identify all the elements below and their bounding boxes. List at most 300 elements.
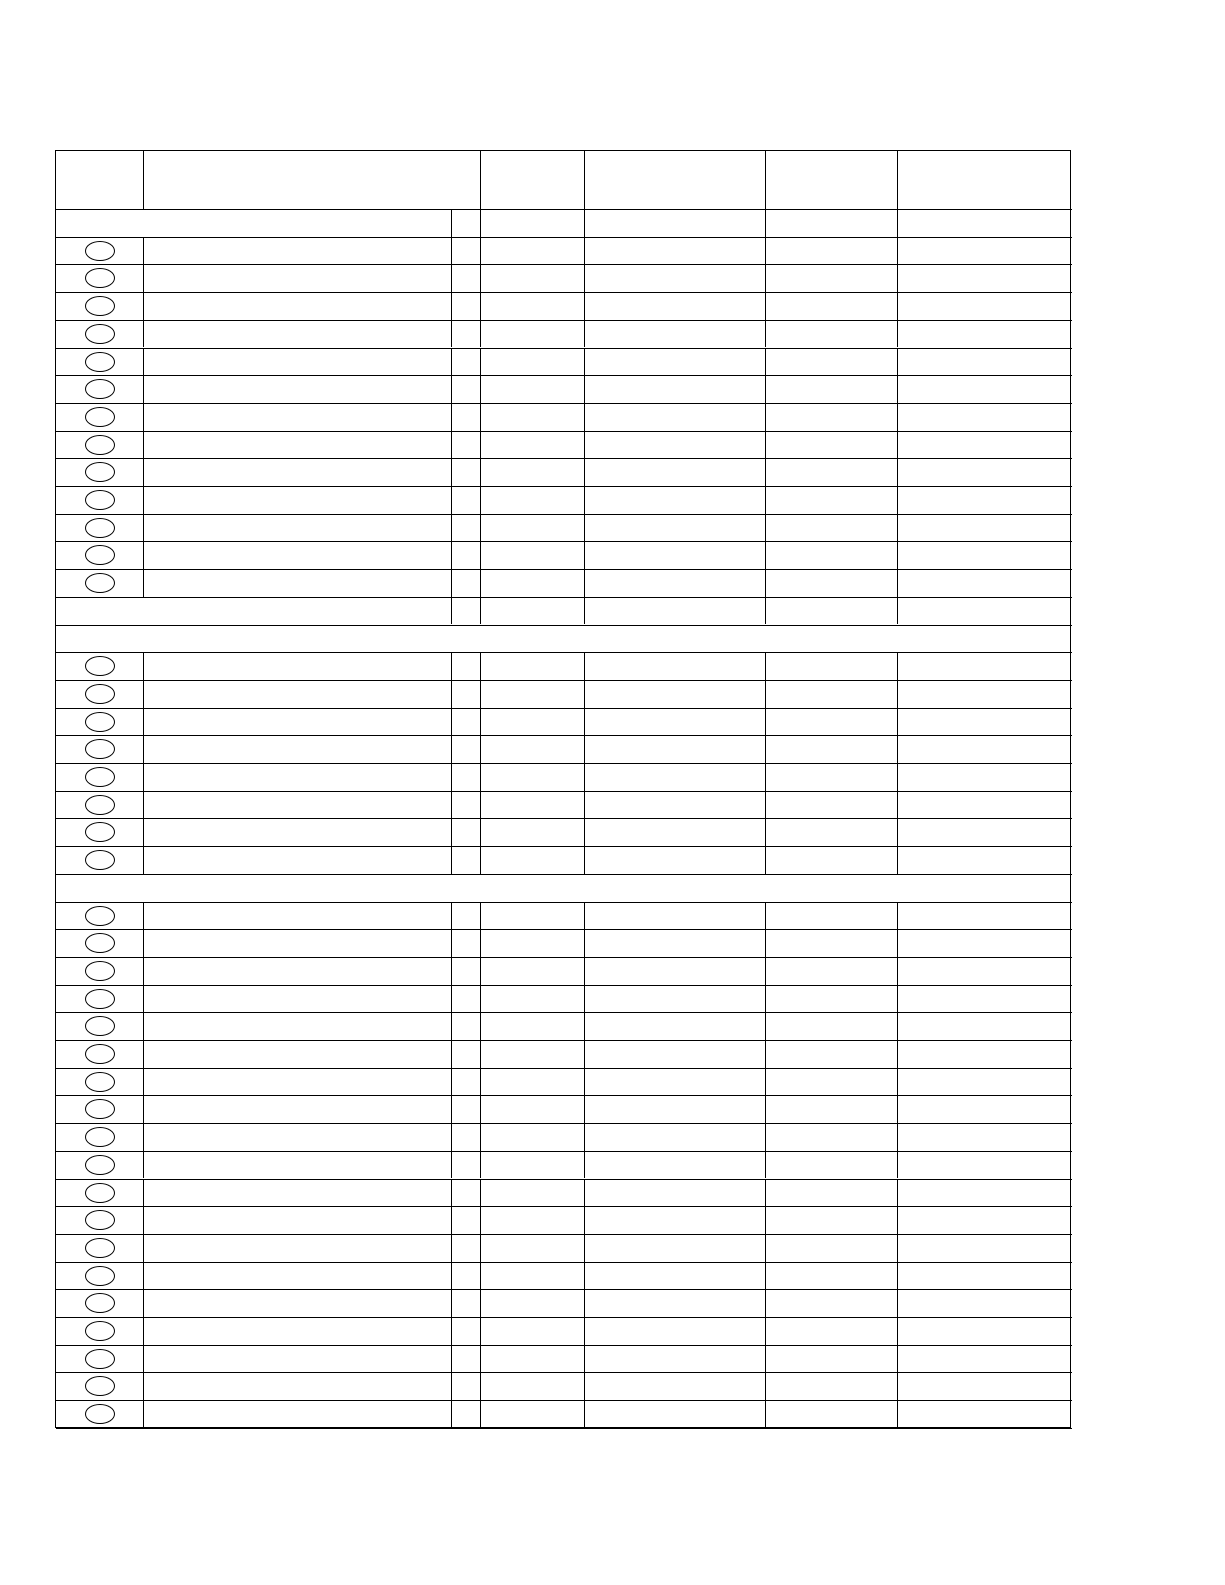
column-divider [897,403,898,431]
blank-form-table [55,150,1071,1428]
column-divider [584,846,585,874]
column-divider [584,902,585,930]
column-divider [451,1095,452,1123]
column-divider [897,264,898,292]
column-divider [897,791,898,819]
column-divider [143,902,144,930]
column-divider [480,680,481,708]
column-divider [765,541,766,569]
column-divider [897,763,898,791]
column-divider [451,652,452,680]
section-3-row-17-circle[interactable] [85,1349,115,1369]
column-divider [765,735,766,763]
column-divider [584,1234,585,1262]
column-divider [451,541,452,569]
column-divider [480,957,481,985]
column-divider [584,458,585,486]
row-divider [56,514,1072,515]
row-divider [56,486,1072,487]
column-divider [143,708,144,736]
column-divider [765,846,766,874]
column-divider [143,791,144,819]
column-divider [480,237,481,265]
row-divider [56,1179,1072,1180]
column-divider [451,1372,452,1400]
column-divider [765,791,766,819]
column-divider [480,431,481,459]
column-divider [897,708,898,736]
section-1-row-3-circle[interactable] [85,296,115,316]
section-2-row-5-circle[interactable] [85,767,115,787]
section-3-row-12-circle[interactable] [85,1210,115,1230]
column-divider [765,264,766,292]
column-divider [143,1040,144,1068]
column-divider [480,1400,481,1428]
column-divider [451,1234,452,1262]
section-3-row-15-circle[interactable] [85,1293,115,1313]
column-divider [451,458,452,486]
column-divider [584,1372,585,1400]
section-2-row-7-circle[interactable] [85,822,115,842]
column-divider [897,1040,898,1068]
column-divider [451,1317,452,1345]
column-divider [897,541,898,569]
column-divider [584,1206,585,1234]
column-divider [480,708,481,736]
column-divider [480,902,481,930]
column-divider [480,1234,481,1262]
section-2-row-2-circle[interactable] [85,684,115,704]
column-divider [897,569,898,597]
row-divider [56,1428,1072,1429]
row-divider [56,541,1072,542]
column-divider [480,985,481,1013]
column-divider [143,320,144,348]
column-divider [897,1123,898,1151]
row-divider [56,735,1072,736]
section-3-row-4-circle[interactable] [85,989,115,1009]
section-1-row-12-circle[interactable] [85,545,115,565]
section-1-row-11-circle[interactable] [85,518,115,538]
column-divider [897,348,898,376]
column-divider [584,763,585,791]
row-divider [56,458,1072,459]
column-divider [480,1206,481,1234]
column-divider [584,1345,585,1373]
row-divider [56,1012,1072,1013]
column-divider [451,680,452,708]
column-divider [897,209,898,237]
column-divider [480,1372,481,1400]
column-divider [480,403,481,431]
row-divider [56,375,1072,376]
column-divider [451,348,452,376]
section-1-row-4-circle[interactable] [85,324,115,344]
column-divider [765,957,766,985]
column-divider [451,1345,452,1373]
column-divider [584,708,585,736]
column-divider [584,264,585,292]
column-divider [765,763,766,791]
column-divider [143,1262,144,1290]
row-divider [56,625,1072,626]
section-1-row-13-circle[interactable] [85,573,115,593]
column-divider [897,514,898,542]
column-divider [584,209,585,237]
column-divider [143,1289,144,1317]
column-divider [765,486,766,514]
column-divider [765,680,766,708]
column-divider [765,209,766,237]
column-divider [584,237,585,265]
row-divider [56,320,1072,321]
column-divider [897,292,898,320]
column-divider [480,1151,481,1179]
row-divider [56,957,1072,958]
column-divider [451,1289,452,1317]
column-divider [451,902,452,930]
column-divider [143,541,144,569]
column-divider [584,1012,585,1040]
column-divider [897,1179,898,1207]
column-divider [451,1012,452,1040]
section-2-row-3-circle[interactable] [85,712,115,732]
column-divider [897,735,898,763]
section-3-row-8-circle[interactable] [85,1099,115,1119]
column-divider [143,1151,144,1179]
column-divider [451,375,452,403]
column-divider [451,929,452,957]
column-divider [765,1123,766,1151]
column-divider [584,1123,585,1151]
column-divider [451,763,452,791]
column-divider [765,348,766,376]
column-divider [897,846,898,874]
section-3-row-19-circle[interactable] [85,1404,115,1424]
column-divider [897,320,898,348]
row-divider [56,1234,1072,1235]
column-divider [480,541,481,569]
column-divider [584,735,585,763]
column-divider [143,1068,144,1096]
column-divider [451,237,452,265]
column-divider [897,957,898,985]
column-divider [897,1068,898,1096]
column-divider [480,209,481,237]
section-3-row-11-circle[interactable] [85,1183,115,1203]
section-2-row-8-circle[interactable] [85,850,115,870]
column-divider [584,652,585,680]
column-divider [765,1317,766,1345]
row-divider [56,431,1072,432]
row-divider [56,1317,1072,1318]
section-3-row-16-circle[interactable] [85,1321,115,1341]
column-divider [584,1179,585,1207]
column-divider [480,1345,481,1373]
column-divider [480,652,481,680]
column-divider [451,1151,452,1179]
row-divider [56,264,1072,265]
section-1-row-8-circle[interactable] [85,435,115,455]
column-divider [480,791,481,819]
column-divider [143,292,144,320]
column-divider [584,680,585,708]
column-divider [765,1206,766,1234]
column-divider [451,1206,452,1234]
column-divider [584,1262,585,1290]
column-divider [451,597,452,625]
row-divider [56,1289,1072,1290]
column-divider [480,1068,481,1096]
column-divider [765,1040,766,1068]
column-divider [143,375,144,403]
column-divider [451,1068,452,1096]
column-divider [451,818,452,846]
column-divider [765,708,766,736]
column-divider [584,569,585,597]
section-3-row-1-circle[interactable] [85,906,115,926]
section-3-row-14-circle[interactable] [85,1266,115,1286]
column-divider [480,348,481,376]
column-divider [143,514,144,542]
section-3-row-7-circle[interactable] [85,1072,115,1092]
column-divider [765,237,766,265]
column-divider [584,1151,585,1179]
column-divider [480,458,481,486]
column-divider [897,680,898,708]
column-divider [451,985,452,1013]
column-divider [451,846,452,874]
column-divider [143,1345,144,1373]
column-divider [897,929,898,957]
column-divider [765,985,766,1013]
section-3-row-2-circle[interactable] [85,933,115,953]
column-divider [765,1151,766,1179]
column-divider [480,763,481,791]
column-divider [480,1095,481,1123]
column-divider [143,1095,144,1123]
header-column-divider [765,151,766,209]
section-1-row-7-circle[interactable] [85,407,115,427]
section-2-row-6-circle[interactable] [85,795,115,815]
column-divider [765,1262,766,1290]
column-divider [897,818,898,846]
row-divider [56,902,1072,903]
column-divider [480,320,481,348]
column-divider [897,1317,898,1345]
header-column-divider [897,151,898,209]
column-divider [143,569,144,597]
column-divider [765,1345,766,1373]
section-3-row-6-circle[interactable] [85,1044,115,1064]
column-divider [584,818,585,846]
column-divider [451,708,452,736]
column-divider [897,1234,898,1262]
column-divider [765,320,766,348]
section-1-row-2-circle[interactable] [85,268,115,288]
row-divider [56,791,1072,792]
row-divider [56,237,1072,238]
column-divider [143,929,144,957]
column-divider [143,458,144,486]
section-1-row-5-circle[interactable] [85,352,115,372]
column-divider [584,320,585,348]
column-divider [765,1095,766,1123]
section-3-row-5-circle[interactable] [85,1016,115,1036]
column-divider [451,791,452,819]
header-bottom-rule [56,209,1072,210]
column-divider [451,292,452,320]
row-divider [56,1206,1072,1207]
column-divider [584,375,585,403]
header-column-divider [143,151,144,209]
column-divider [480,929,481,957]
section-3-row-13-circle[interactable] [85,1238,115,1258]
column-divider [765,403,766,431]
column-divider [897,902,898,930]
column-divider [897,1206,898,1234]
column-divider [897,1012,898,1040]
section-1-row-6-circle[interactable] [85,379,115,399]
row-divider [56,403,1072,404]
row-divider [56,1123,1072,1124]
column-divider [451,735,452,763]
column-divider [897,1151,898,1179]
column-divider [143,763,144,791]
row-divider [56,708,1072,709]
column-divider [143,985,144,1013]
column-divider [897,375,898,403]
column-divider [765,569,766,597]
column-divider [584,929,585,957]
column-divider [480,1179,481,1207]
column-divider [480,292,481,320]
column-divider [765,1179,766,1207]
column-divider [451,1400,452,1428]
column-divider [143,1179,144,1207]
section-3-row-18-circle[interactable] [85,1376,115,1396]
row-divider [56,652,1072,653]
section-1-row-10-circle[interactable] [85,490,115,510]
section-1-row-9-circle[interactable] [85,462,115,482]
column-divider [143,846,144,874]
column-divider [584,597,585,625]
row-divider [56,1040,1072,1041]
column-divider [897,652,898,680]
column-divider [143,735,144,763]
column-divider [480,1262,481,1290]
column-divider [897,486,898,514]
section-3-row-10-circle[interactable] [85,1155,115,1175]
section-2-row-4-circle[interactable] [85,739,115,759]
row-divider [56,874,1072,875]
column-divider [451,486,452,514]
column-divider [451,1040,452,1068]
column-divider [897,1289,898,1317]
column-divider [480,264,481,292]
column-divider [451,403,452,431]
column-divider [451,264,452,292]
section-2-row-1-circle[interactable] [85,656,115,676]
column-divider [451,569,452,597]
column-divider [584,541,585,569]
column-divider [765,1234,766,1262]
row-divider [56,1372,1072,1373]
column-divider [897,237,898,265]
column-divider [451,1262,452,1290]
row-divider [56,763,1072,764]
row-divider [56,846,1072,847]
section-1-row-1-circle[interactable] [85,241,115,261]
column-divider [143,486,144,514]
column-divider [584,957,585,985]
column-divider [480,818,481,846]
column-divider [584,292,585,320]
column-divider [765,514,766,542]
column-divider [765,458,766,486]
row-divider [56,1400,1072,1401]
row-divider [56,1345,1072,1346]
section-3-row-9-circle[interactable] [85,1127,115,1147]
column-divider [584,1095,585,1123]
column-divider [143,1234,144,1262]
header-column-divider [584,151,585,209]
row-divider [56,292,1072,293]
column-divider [480,735,481,763]
column-divider [584,1040,585,1068]
column-divider [584,348,585,376]
column-divider [451,320,452,348]
column-divider [480,1317,481,1345]
column-divider [143,1317,144,1345]
column-divider [897,1400,898,1428]
row-divider [56,597,1072,598]
column-divider [480,514,481,542]
row-divider [56,680,1072,681]
column-divider [451,209,452,237]
column-divider [765,375,766,403]
column-divider [143,1400,144,1428]
column-divider [584,486,585,514]
column-divider [480,597,481,625]
column-divider [897,458,898,486]
column-divider [897,431,898,459]
column-divider [584,985,585,1013]
column-divider [143,957,144,985]
column-divider [451,1123,452,1151]
column-divider [765,292,766,320]
column-divider [584,1289,585,1317]
column-divider [480,1289,481,1317]
column-divider [143,1123,144,1151]
column-divider [765,1400,766,1428]
column-divider [451,957,452,985]
row-divider [56,1068,1072,1069]
column-divider [584,1400,585,1428]
column-divider [480,375,481,403]
column-divider [451,1179,452,1207]
column-divider [143,431,144,459]
column-divider [897,1372,898,1400]
column-divider [480,1040,481,1068]
header-column-divider [480,151,481,209]
row-divider [56,569,1072,570]
column-divider [143,818,144,846]
section-3-row-3-circle[interactable] [85,961,115,981]
column-divider [765,1012,766,1040]
column-divider [765,1289,766,1317]
column-divider [143,1372,144,1400]
